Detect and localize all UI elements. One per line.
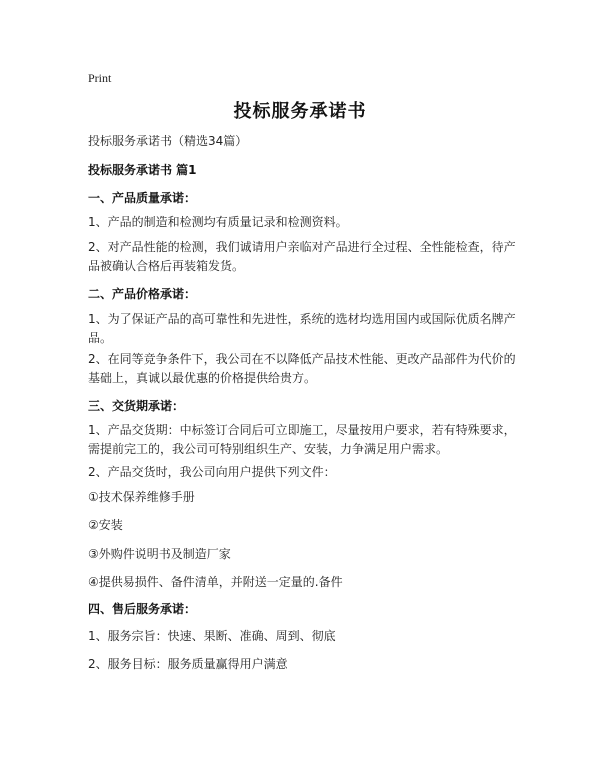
section-title: 投标服务承诺书 篇1 [88, 163, 197, 177]
paragraph-quality-2: 2、对产品性能的检测，我们诚请用户亲临对产品进行全过程、全性能检查，待产品被确认合格后再装箱发货。 [88, 240, 516, 273]
heading-price-commitment: 二、产品价格承诺： [88, 287, 197, 301]
print-link[interactable]: Print [88, 71, 112, 85]
list-item-installation: ②安装 [88, 518, 123, 532]
paragraph-after-sales-2: 2、服务目标：服务质量赢得用户满意 [88, 657, 288, 671]
list-item-purchased-parts: ③外购件说明书及制造厂家 [88, 547, 231, 561]
list-item-spare-parts: ④提供易损件、备件清单，并附送一定量的.备件 [88, 575, 343, 589]
paragraph-quality-1: 1、产品的制造和检测均有质量记录和检测资料。 [88, 215, 348, 229]
heading-quality-commitment: 一、产品质量承诺： [88, 191, 197, 205]
list-item-manual: ①技术保养维修手册 [88, 490, 195, 504]
paragraph-delivery-2: 2、产品交货时，我公司向用户提供下列文件： [88, 465, 336, 479]
paragraph-price-1: 1、为了保证产品的高可靠性和先进性，系统的选材均选用国内或国际优质名牌产品。 [88, 312, 516, 345]
heading-after-sales-commitment: 四、售后服务承诺： [88, 602, 197, 616]
heading-delivery-commitment: 三、交货期承诺： [88, 399, 185, 413]
paragraph-delivery-1: 1、产品交货期：中标签订合同后可立即施工，尽量按用户要求，若有特殊要求，需提前完工的，我公司可特别组织生产、安装，力争满足用户需求。 [88, 423, 516, 456]
document-subtitle: 投标服务承诺书（精选34篇） [88, 134, 248, 148]
paragraph-price-2: 2、在同等竞争条件下，我公司在不以降低产品技术性能、更改产品部件为代价的基础上，真诚以最优惠的价格提供给贵方。 [88, 352, 516, 385]
paragraph-after-sales-1: 1、服务宗旨：快速、果断、准确、周到、彻底 [88, 629, 336, 643]
page-title: 投标服务承诺书 [233, 101, 367, 122]
